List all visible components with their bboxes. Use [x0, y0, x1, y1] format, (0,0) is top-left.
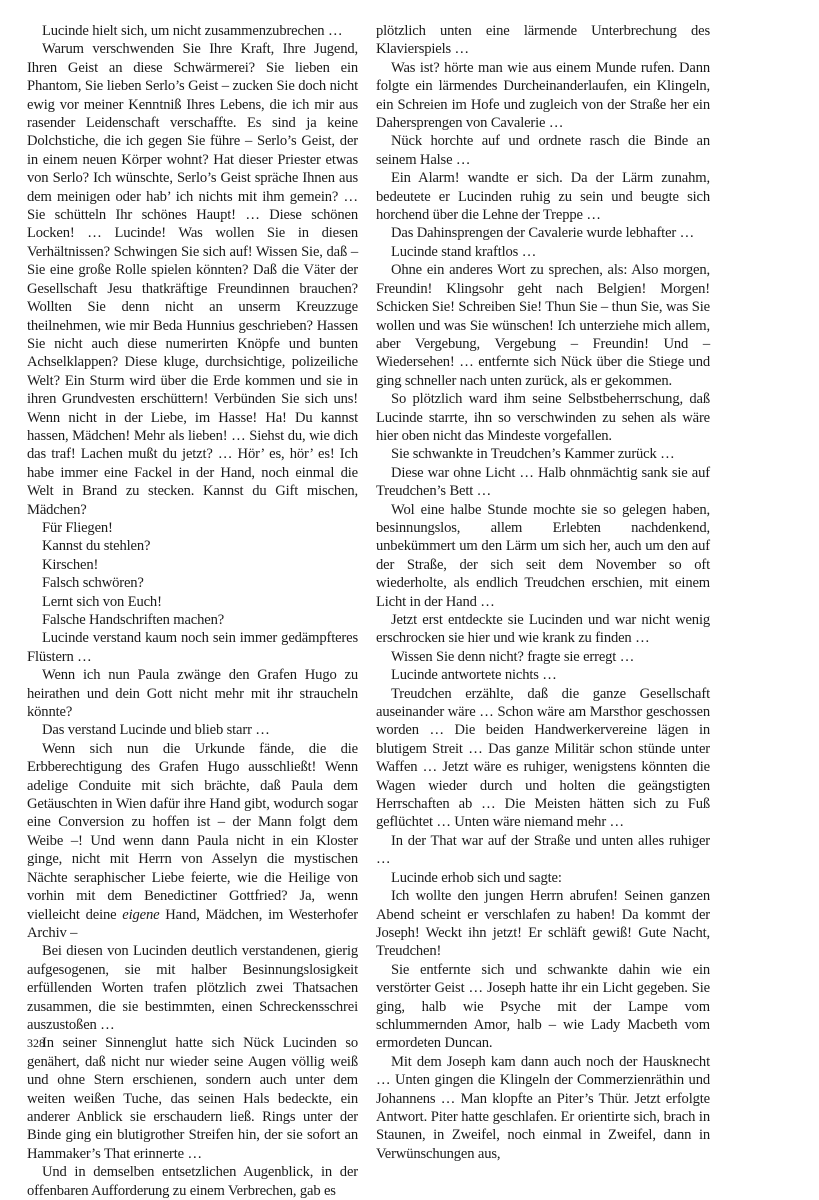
verse-line: Lernt sich von Euch! — [42, 593, 162, 610]
paragraph: Wenn ich nun Paula zwänge den Grafen Hugo zu heirathen und dein Gott nicht mehr mit ihr straucheln könnte? — [27, 667, 358, 721]
paragraph: Mit dem Joseph kam dann auch noch der Hausknecht … Unten gingen die Klingeln der Commerzienräthin und Johannens … Man klopfte an Piter’s Thür. Jetzt erfolgte Antwort. Piter hatte geschlafen. Er orientirte sich, brach in Staunen, in Zweifel, noch einmal in Zweifel, dann in Verwünschungen aus, — [376, 1053, 710, 1162]
paragraph: Diese war ohne Licht … Halb ohnmächtig sank sie auf Treudchen’s Bett … — [376, 464, 710, 500]
text-run: Hand, Mädchen, im Westerhofer Archiv – — [27, 906, 359, 941]
paragraph: Was ist? hörte man wie aus einem Munde rufen. Dann folgte ein lärmendes Durcheinanderlaufen, ein Klingeln, ein Schreien im Hofe und zugleich von der Straße her ein Dahersprengen von Cavalerie … — [376, 59, 710, 132]
paragraph: Ohne ein anderes Wort zu sprechen, als: Also morgen, Freundin! Klingsohr geht nach Belgien! Morgen! Schicken Sie! Schreiben Sie! Thun Sie – thun Sie, was Sie wollen und was Sie wünschen! Ich unterziehe mich allem, aber Vergebung, Vergebung – Freundin! Und – Wiedersehen! … entfernte sich Nück über die Stiege und ging schneller nach unten zurück, als er gekommen. — [376, 262, 710, 389]
right-column — [376, 22, 710, 1163]
paragraph — [27, 740, 358, 942]
paragraph: Wol eine halbe Stunde mochte sie so gelegen haben, besinnungslos, allem Erlebten nachdenkend, unbekümmert um den Lärm um sich her, auch um den auf der Straße, der sich seit dem November so oft wiederholte, als endlich Treudchen erschien, mit einem Licht in der Hand … — [376, 501, 710, 610]
emphasized-word: eigene — [122, 906, 160, 923]
paragraph: Lucinde stand kraftlos … — [391, 243, 537, 260]
paragraph: Treudchen erzählte, daß die ganze Gesellschaft auseinander wäre … Schon wäre am Marsthor geschossen worden … Die beiden Handwerkervereine lägen in blutigem Streit … Das ganze Militär schon stünde unter Waffen … Jetzt wäre es ruhiger, wenigstens könnten die Wagen wieder durch und holten die geängstigten Herrschaften ab … Die Meisten hätten sich zu Fuß geflüchtet … Unten wäre niemand mehr … — [376, 685, 710, 831]
page-number: 328 — [27, 1036, 45, 1050]
verse-line: Für Fliegen! — [42, 519, 113, 536]
paragraph: Lucinde antwortete nichts … — [391, 667, 557, 684]
paragraph: Sie schwankte in Treudchen’s Kammer zurück … — [391, 446, 675, 463]
text-run: Wenn sich nun die Urkunde fände, die die Erbberechtigung des Grafen Hugo ausschließt! Wenn adelige Conduite mit sich brächte, daß Paula dem Getäuschten in Wien dafür ihre Hand gibt, wodurch sogar eine Conversion zu hoffen ist – der Mann folgt dem Weibe –! Und wenn dann Paula nicht in ein Kloster ginge, nicht mit Herrn von Asselyn die mystischen Nächte seraphischer Liebe feierte, wie die Heilige von vorhin mit dem Benedictiner Gottfried? Ja, wenn vielleicht deine — [27, 740, 358, 923]
paragraph: In der That war auf der Straße und unten alles ruhiger … — [376, 832, 710, 868]
verse-line: Kirschen! — [42, 556, 99, 573]
paragraph: Sie entfernte sich und schwankte dahin wie ein verstörter Geist … Joseph hatte ihr ein Licht gegeben. Sie ging, halb wie Psyche mit der Lampe vom schlummernden Amor, halb – wie Lady Macbeth vom ermordeten Duncan. — [376, 961, 710, 1052]
paragraph: Ein Alarm! wandte er sich. Da der Lärm zunahm, bedeutete er Lucinden ruhig zu sein und beugte sich horchend über die Lehne der Treppe … — [376, 170, 710, 224]
paragraph: Warum verschwenden Sie Ihre Kraft, Ihre Jugend, Ihren Geist an diese Schwärmerei? Sie lieben ein Phantom, Sie lieben Serlo’s Geist – zucken Sie doch nicht ewig vor meiner Kenntniß Ihres Lebens, die ich mir aus rasender Leidenschaft verschaffte. Es sind ja keine Dolchstiche, die ich gegen Sie führe – Serlo’s Geist, der in einem neuen Körper wohnt? Hat dieser Priester etwas von Serlo? Ich wünschte, Serlo’s Geist spräche Ihnen aus dem meinigen oder hab’ ich nichts mit ihm gemein? … Sie schütteln Ihr schönes Haupt! … Diese schönen Locken! … Lucinde! Was wollen Sie in diesen Verhältnissen? Schwingen Sie sich auf! Wissen Sie, daß – Sie eine große Rolle spielen könnten? Daß die Väter der Gesellschaft Jesu thatkräftige Freundinnen brauchen? Wollten Sie denn nicht an unserm Kreuzzuge theilnehmen, wie mir Beda Hunnius geschrieben? Hassen Sie nicht auch diese numerirten Knöpfe und bunten Achselklappen? Diese kluge, durchsichtige, polizeiliche Welt? Ein Sturm wird über die Erde kommen und sie in ihren Grundvesten erschüttern! Verbünden Sie sich uns! Wenn nicht in der Liebe, im Hasse! Ha! Du kannst hassen, Mädchen! Mehr als lieben! … Siehst du, wie dich das traf! Lachen mußt du jetzt? … Hör’ es, hör’ es! Ich habe immer eine Fackel in der Hand, noch einmal die Welt in Brand zu stecken. Kannst du Gift mischen, Mädchen? — [27, 41, 358, 518]
paragraph: Jetzt erst entdeckte sie Lucinden und war nicht wenig erschrocken sie hier und wie krank zu finden … — [376, 612, 710, 647]
paragraph: Lucinde verstand kaum noch sein immer gedämpfteres Flüstern … — [27, 630, 358, 665]
paragraph: Lucinde erhob sich und sagte: — [391, 869, 562, 886]
verse-line: Kannst du stehlen? — [42, 538, 151, 555]
paragraph: In seiner Sinnenglut hatte sich Nück Lucinden so genähert, daß nicht nur wieder seine Augen völlig weiß und ohne Stern erschienen, sondern auch unter dem weiten weißen Tuche, das seinen Hals bedeckte, ein anderer Anblick sie erschaudern ließ. Rings unter der Binde ging ein blutigrother Streifen hin, der sie sofort an Hammaker’s That erinnerte … — [27, 1035, 358, 1162]
paragraph: Und in demselben entsetzlichen Augenblick, in der offenbaren Aufforderung zu einem Verbrechen, gab es — [27, 1164, 358, 1199]
paragraph: Das Dahinsprengen der Cavalerie wurde lebhafter … — [391, 225, 695, 242]
paragraph: Das verstand Lucinde und blieb starr … — [42, 722, 270, 739]
paragraph: Bei diesen von Lucinden deutlich verstandenen, gierig aufgesogenen, sie mit halber Besinnungslosigkeit erfüllenden Worten trafen plötzlich zwei Thatsachen zusammen, die sie bestimmten, einen Schreckensschrei auszustoßen … — [27, 943, 358, 1033]
left-column — [27, 22, 358, 1200]
paragraph: Wissen Sie denn nicht? fragte sie erregt … — [391, 648, 635, 665]
verse-line: Falsche Handschriften machen? — [42, 612, 225, 628]
verse-line: Falsch schwören? — [42, 575, 144, 592]
paragraph-continuation: plötzlich unten eine lärmende Unterbrechung des Klavierspiels … — [376, 23, 710, 58]
paragraph: Lucinde hielt sich, um nicht zusammenzubrechen … — [42, 23, 343, 39]
paragraph: Nück horchte auf und ordnete rasch die Binde an seinem Halse … — [376, 133, 710, 168]
paragraph: So plötzlich ward ihm seine Selbstbeherrschung, daß Lucinde starrte, ihn so verschwinden zu sehen als wäre hier oben nicht das Mindeste vorgefallen. — [376, 391, 710, 444]
paragraph: Ich wollte den jungen Herrn abrufen! Seinen ganzen Abend scheint er verschlafen zu haben! Da kommt der Joseph! Weckt ihn jetzt! Er schläft gewiß! Gute Nacht, Treudchen! — [376, 888, 710, 960]
